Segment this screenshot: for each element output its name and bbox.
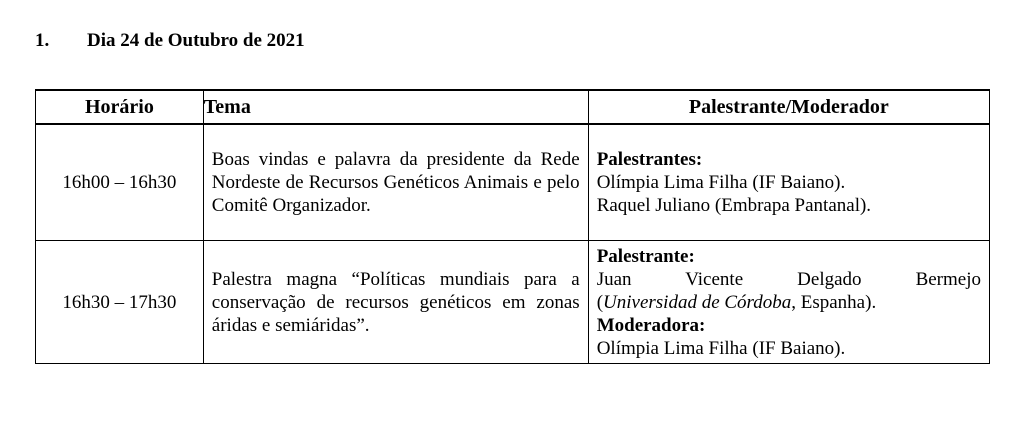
section-title: Dia 24 de Outubro de 2021 [87,30,305,51]
moderator-name: Olímpia Lima Filha (IF Baiano). [596,337,846,359]
speaker-label: Palestrante: [596,245,695,267]
tema-text: Boas vindas e palavra da presidente da Rede Nordeste de Recursos Genéticos Animais e pelo Comitê Organizador. [211,149,580,216]
header-horario: Horário [36,90,204,124]
affil-institution: Universidad de Córdoba [603,291,792,313]
affil-rest: , Espanha). [791,291,877,313]
section-heading [35,30,305,52]
affil-open: ( [596,291,604,313]
schedule-table [35,89,990,364]
row-speakers [588,124,989,241]
speaker-name: Juan Vicente Delgado Bermejo [596,268,981,290]
section-number: 1. [35,30,50,51]
row-tema [203,124,588,241]
speaker-name: Raquel Juliano (Embrapa Pantanal). [596,195,872,216]
row-speakers [588,241,989,364]
row-time: 16h30 – 17h30 [36,241,204,364]
header-tema: Tema [203,90,588,124]
row-time: 16h00 – 16h30 [36,124,204,241]
header-palestrante: Palestrante/Moderador [588,90,989,124]
speaker-affiliation [597,291,981,314]
speakers-label: Palestrantes: [596,149,703,170]
tema-text: Palestra magna “Políticas mundiais para a conservação de recursos genéticos em zonas áridas e semiáridas”. [211,268,580,336]
table-row [36,124,990,241]
table-header-row [36,90,990,124]
row-tema [203,241,588,364]
moderator-label: Moderadora: [596,314,706,336]
table-row [36,241,990,364]
speaker-name: Olímpia Lima Filha (IF Baiano). [596,172,846,193]
